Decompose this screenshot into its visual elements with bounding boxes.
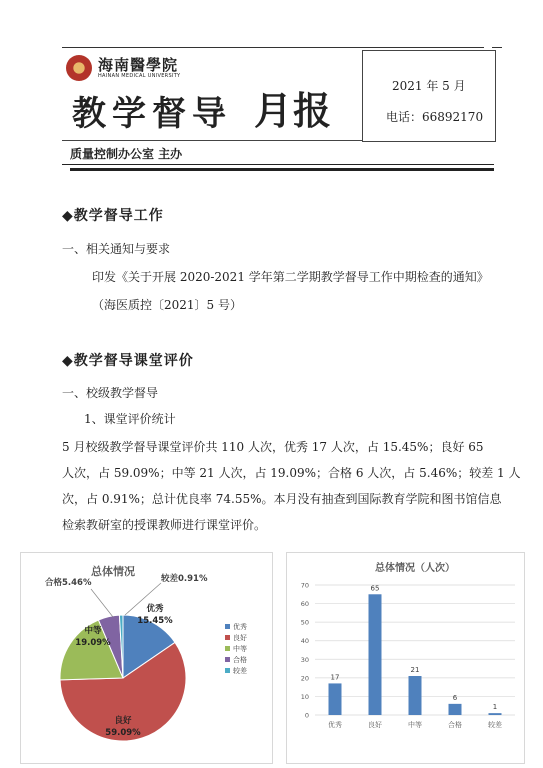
pie-data-label: 优秀 bbox=[146, 604, 164, 614]
report-date: 2021 年 5 月 bbox=[392, 79, 466, 93]
pie-legend-swatch bbox=[225, 668, 230, 673]
bar-title: 总体情况（人次） bbox=[375, 563, 455, 574]
school-name: 海南醫學院 bbox=[98, 56, 179, 74]
pie-legend-swatch bbox=[225, 646, 230, 651]
bar-y-tick-label: 20 bbox=[300, 674, 309, 683]
pie-data-label: 较差0.91% bbox=[161, 574, 208, 584]
stats-paragraph-line: 人次，占 59.09%；中等 21 人次，占 19.09%；合格 6 人次，占 5.46%；较差 1 人 bbox=[62, 466, 521, 480]
pie-legend-label: 中等 bbox=[233, 645, 247, 653]
stats-paragraph-line: 5 月校级教学督导课堂评价共 110 人次，优秀 17 人次，占 15.45%；良好 65 bbox=[62, 440, 484, 454]
bar-5 bbox=[489, 713, 502, 715]
bar-y-tick-label: 70 bbox=[300, 581, 309, 590]
bar-data-label: 21 bbox=[410, 666, 420, 674]
bar-x-tick-label: 中等 bbox=[408, 721, 422, 729]
pie-leader-line bbox=[91, 589, 113, 617]
subsection-school-level: 一、校级教学督导 bbox=[62, 386, 159, 400]
bar-x-tick-label: 良好 bbox=[368, 721, 382, 729]
bar-data-label: 65 bbox=[370, 584, 380, 593]
bar-y-tick-label: 30 bbox=[300, 655, 309, 664]
pie-chart bbox=[20, 552, 273, 764]
pie-data-label: 15.45% bbox=[137, 616, 173, 626]
bar-data-label: 17 bbox=[330, 673, 340, 682]
pie-legend-label: 良好 bbox=[233, 634, 247, 642]
bar-3 bbox=[409, 676, 422, 715]
bar-y-tick-label: 0 bbox=[304, 711, 309, 720]
bar-y-tick-label: 50 bbox=[300, 618, 309, 627]
header-top-tick bbox=[492, 47, 502, 48]
notice-line-2: （海医质控〔2021〕5 号） bbox=[92, 298, 242, 312]
pie-data-label: 59.09% bbox=[105, 728, 141, 738]
bar-1 bbox=[329, 683, 342, 715]
section-heading-evaluation: ◆教学督导课堂评价 bbox=[62, 353, 194, 369]
pie-data-label: 19.09% bbox=[75, 638, 111, 648]
bar-x-tick-label: 较差 bbox=[488, 721, 502, 729]
bar-data-label: 6 bbox=[452, 693, 458, 702]
stats-paragraph-line: 检索教研室的授课教师进行课堂评价。 bbox=[62, 518, 267, 532]
pie-data-label: 合格5.46% bbox=[45, 578, 92, 588]
bar-2 bbox=[369, 594, 382, 715]
bar-4 bbox=[449, 704, 462, 715]
report-title-suffix: 月报 bbox=[254, 89, 333, 133]
bar-y-tick-label: 60 bbox=[300, 600, 309, 609]
bar-x-tick-label: 优秀 bbox=[328, 721, 342, 729]
header-bottom-thick-rule bbox=[70, 168, 494, 171]
bar-data-label: 1 bbox=[492, 703, 498, 712]
section-heading-supervision: ◆教学督导工作 bbox=[62, 208, 164, 224]
header-info-box bbox=[362, 50, 496, 142]
report-office: 质量控制办公室 主办 bbox=[70, 147, 183, 161]
pie-data-label: 中等 bbox=[84, 626, 102, 636]
report-title-main: 教学督导 bbox=[72, 94, 232, 134]
pie-legend-label: 较差 bbox=[233, 667, 247, 675]
subsection-notices: 一、相关通知与要求 bbox=[62, 242, 171, 256]
pie-legend-swatch bbox=[225, 624, 230, 629]
pie-legend-label: 合格 bbox=[233, 656, 247, 664]
school-logo bbox=[66, 55, 92, 81]
bar-x-tick-label: 合格 bbox=[448, 721, 462, 729]
pie-title: 总体情况 bbox=[91, 565, 135, 578]
pie-data-label: 良好 bbox=[114, 716, 132, 726]
subsection-stats: 1、课堂评价统计 bbox=[84, 412, 176, 426]
bar-y-tick-label: 10 bbox=[300, 692, 309, 701]
header-top-rule bbox=[62, 47, 484, 48]
pie-legend-label: 优秀 bbox=[233, 623, 247, 631]
bar-chart bbox=[286, 552, 525, 764]
header-mid-rule bbox=[62, 140, 362, 141]
bar-y-tick-label: 40 bbox=[300, 637, 309, 646]
pie-legend-swatch bbox=[225, 635, 230, 640]
school-name-en: HAINAN MEDICAL UNIVERSITY bbox=[98, 73, 181, 79]
report-phone: 电话：66892170 bbox=[386, 110, 484, 124]
stats-paragraph-line: 次，占 0.91%；总计优良率 74.55%。本月没有抽查到国际教育学院和图书馆信息 bbox=[62, 492, 502, 506]
pie-chart-svg bbox=[21, 553, 272, 763]
header-bottom-rule bbox=[62, 164, 494, 165]
notice-line-1: 印发《关于开展 2020-2021 学年第二学期教学督导工作中期检查的通知》 bbox=[92, 270, 489, 284]
pie-legend-swatch bbox=[225, 657, 230, 662]
bar-chart-svg bbox=[287, 553, 524, 763]
